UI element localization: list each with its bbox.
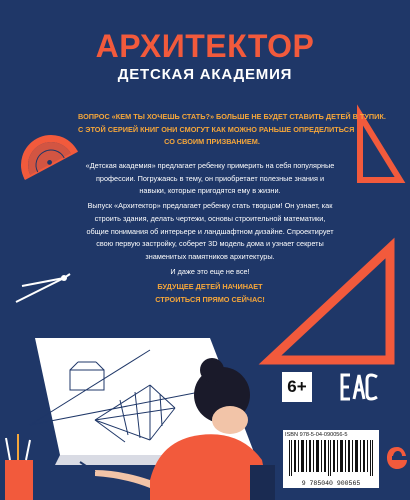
eac-mark-icon <box>339 370 379 404</box>
barcode <box>283 430 379 488</box>
paragraph-2: Выпуск «Архитектор» предлагает ребенку стать творцом! Он узнает, как строить здания, делать чертежи, основы строительной математики, общие понимания об интерьере и ландшафтном дизайне. Спроектирует свою первую застройку, соберет 3D модель дома и узнает секреты знаменитых памятников архитектуры. <box>86 201 334 261</box>
paragraph-1: «Детская академия» предлагает ребенку примерить на себя популярные профессии. Погружаясь в тему, он приобретает полезные знания и навыки, которые пригодятся ему в жизни. <box>85 161 335 196</box>
series-subtitle: ДЕТСКАЯ АКАДЕМИЯ <box>117 66 293 83</box>
paragraph-3: И даже это еще не все! <box>170 266 250 276</box>
triangle-ruler-icon <box>355 110 405 185</box>
intro-text <box>78 111 386 149</box>
description <box>85 160 335 280</box>
age-rating-badge: 6+ <box>280 370 314 404</box>
intro-line: С ЭТОЙ СЕРИЕЙ КНИГ ОНИ СМОГУТ КАК МОЖНО РАНЬШЕ ОПРЕДЕЛИТЬСЯ <box>78 124 355 134</box>
call-line-1: БУДУЩЕЕ ДЕТЕЙ НАЧИНАЕТ <box>157 282 263 291</box>
isbn-text: ISBN 978-5-04-090056-5 <box>285 432 348 438</box>
barcode-number: 9 785040 900565 <box>301 480 361 487</box>
call-to-action <box>130 281 290 306</box>
book-title: АРХИТЕКТОР <box>95 28 315 64</box>
call-line-2: СТРОИТЬСЯ ПРЯМО СЕЙЧАС! <box>155 294 265 304</box>
compass-icon <box>12 268 72 308</box>
barcode-bars <box>289 440 373 476</box>
drawing-board-illustration <box>0 330 275 500</box>
protractor-icon <box>16 120 86 190</box>
eksmo-logo <box>386 446 408 470</box>
intro-line: СО СВОИМ ПРИЗВАНИЕМ. <box>164 137 260 147</box>
intro-line: ВОПРОС «КЕМ ТЫ ХОЧЕШЬ СТАТЬ?» БОЛЬШЕ НЕ БУДЕТ СТАВИТЬ ДЕТЕЙ В ТУПИК. <box>78 112 386 121</box>
